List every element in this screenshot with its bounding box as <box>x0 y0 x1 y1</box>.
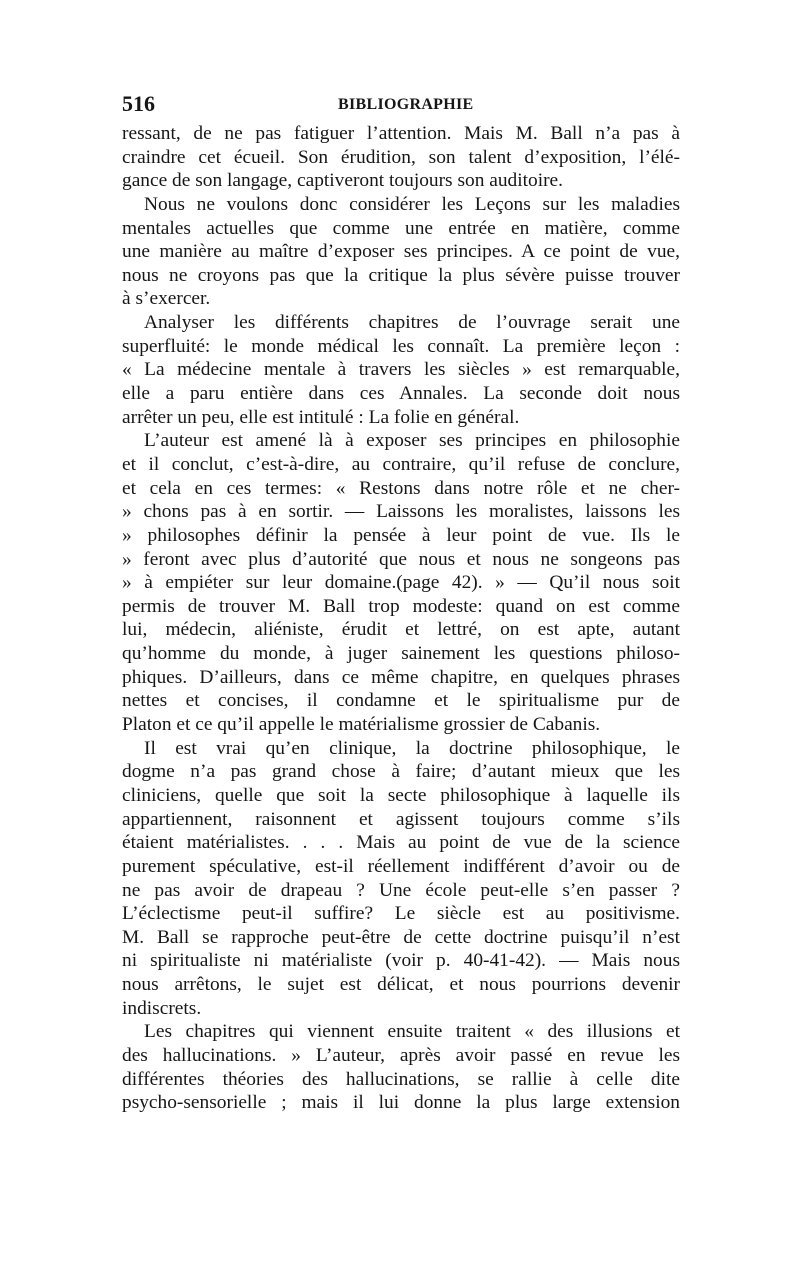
text-line: Nous ne voulons donc considérer les Leçons sur les maladies <box>144 193 680 215</box>
text-line: Analyser les différents chapitres de l’ouvrage serait une <box>144 312 680 334</box>
text-line: permis de trouver M. Ball trop modeste: quand on est comme <box>122 595 680 617</box>
text-line: « La médecine mentale à travers les siècles » est remarquable, <box>122 359 680 381</box>
text-line: elle a paru entière dans ces Annales. La seconde doit nous <box>122 383 680 405</box>
text-line: étaient matérialistes. . . . Mais au point de vue de la science <box>122 832 680 854</box>
text-line: cliniciens, quelle que soit la secte philosophique à laquelle ils <box>122 784 680 806</box>
text-line: Platon et ce qu’il appelle le matérialisme grossier de Cabanis. <box>122 714 601 736</box>
text-line: superfluité: le monde médical les connaît. La première leçon : <box>122 335 680 357</box>
text-line: mentales actuelles que comme une entrée en matière, comme <box>122 217 680 239</box>
text-line: nous ne croyons pas que la critique la plus sévère puisse trouver <box>122 264 680 286</box>
text-line: craindre cet écueil. Son érudition, son talent d’exposition, l’élé- <box>122 146 680 168</box>
text-line: L’éclectisme peut-il suffire? Le siècle est au positivisme. <box>122 903 680 925</box>
text-line: arrêter un peu, elle est intitulé : La folie en général. <box>122 406 520 428</box>
text-line: » à empiéter sur leur domaine.(page 42). » — Qu’il nous soit <box>122 572 680 594</box>
text-line: » chons pas à en sortir. — Laissons les moralistes, laissons les <box>122 501 680 523</box>
text-line: et il conclut, c’est-à-dire, au contraire, qu’il refuse de conclure, <box>122 453 680 475</box>
text-line: une manière au maître d’exposer ses principes. A ce point de vue, <box>122 241 680 263</box>
body-text <box>122 122 680 1115</box>
text-line: appartiennent, raisonnent et agissent toujours comme s’ils <box>122 808 680 830</box>
text-line: dogme n’a pas grand chose à faire; d’autant mieux que les <box>122 761 680 783</box>
text-line: indiscrets. <box>122 997 202 1019</box>
text-line: nous arrêtons, le sujet est délicat, et nous pourrions devenir <box>122 974 680 996</box>
text-line: » feront avec plus d’autorité que nous et nous ne songeons pas <box>122 548 680 570</box>
text-line: qu’homme du monde, à juger sainement les questions philoso- <box>122 643 680 665</box>
text-line: ressant, de ne pas fatiguer l’attention. Mais M. Ball n’a pas à <box>122 123 680 144</box>
text-line: des hallucinations. » L’auteur, après avoir passé en revue les <box>122 1044 680 1066</box>
text-line: » philosophes définir la pensée à leur point de vue. Ils le <box>122 524 680 546</box>
text-line: et cela en ces termes: « Restons dans notre rôle et ne cher- <box>122 477 680 499</box>
running-title: BIBLIOGRAPHIE <box>338 96 474 113</box>
text-line: L’auteur est amené là à exposer ses principes en philosophie <box>144 430 680 452</box>
running-head <box>122 90 680 118</box>
text-line: nettes et concises, il condamne et le spiritualisme pur de <box>122 690 680 712</box>
text-line: purement spéculative, est-il réellement indifférent d’avoir ou de <box>122 855 680 877</box>
text-line: psycho-sensorielle ; mais il lui donne la plus large extension <box>122 1092 680 1114</box>
text-line: phiques. D’ailleurs, dans ce même chapitre, en quelques phrases <box>122 666 680 688</box>
text-line: lui, médecin, aliéniste, érudit et lettré, on est apte, autant <box>122 619 680 641</box>
text-line: différentes théories des hallucinations, se rallie à celle dite <box>122 1068 680 1090</box>
text-line: ne pas avoir de drapeau ? Une école peut-elle s’en passer ? <box>122 879 680 901</box>
text-line: gance de son langage, captiveront toujours son auditoire. <box>122 170 564 192</box>
page-number: 516 <box>122 91 155 116</box>
text-line: Les chapitres qui viennent ensuite traitent « des illusions et <box>144 1021 680 1043</box>
text-line: ni spiritualiste ni matérialiste (voir p. 40-41-42). — Mais nous <box>122 950 680 972</box>
text-line: Il est vrai qu’en clinique, la doctrine philosophique, le <box>144 737 680 759</box>
text-line: à s’exercer. <box>122 288 211 310</box>
text-line: M. Ball se rapproche peut-être de cette doctrine puisqu’il n’est <box>122 926 680 948</box>
